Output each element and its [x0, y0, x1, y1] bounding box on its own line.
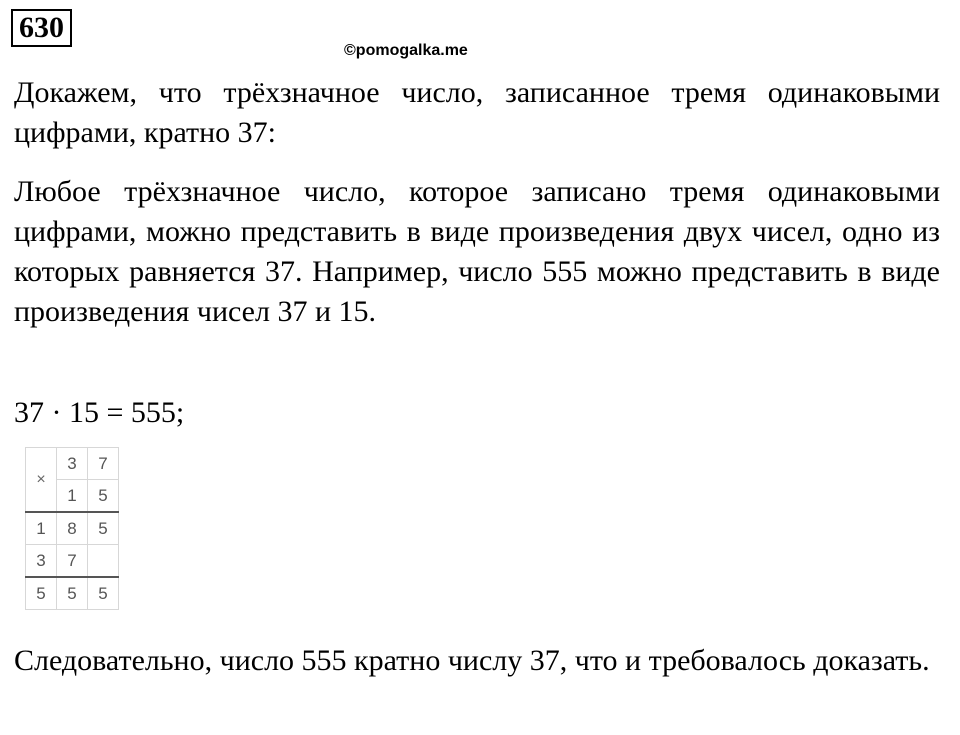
- mult-cell: 1: [26, 512, 57, 545]
- mult-cell: 5: [88, 577, 119, 610]
- mult-cell: 8: [57, 512, 88, 545]
- mult-cell: [88, 545, 119, 578]
- task-number: 630: [11, 9, 72, 47]
- mult-cell: 5: [26, 577, 57, 610]
- paragraph-conclusion: Следовательно, число 555 кратно числу 37, что и требовалось доказать.: [14, 644, 930, 677]
- mult-cell: 3: [26, 545, 57, 578]
- mult-cell: 5: [57, 577, 88, 610]
- mult-cell: 7: [88, 448, 119, 480]
- mult-row-factor1: [26, 448, 119, 480]
- mult-cell: 3: [57, 448, 88, 480]
- paragraph-statement: Докажем, что трёхзначное число, записанное тремя одинаковыми цифрами, кратно 37:: [14, 76, 940, 149]
- multiply-sign: ×: [26, 448, 57, 513]
- equation: 37 · 15 = 555;: [14, 396, 185, 429]
- mult-cell: 5: [88, 512, 119, 545]
- mult-cell: 5: [88, 480, 119, 513]
- mult-row-result: [26, 577, 119, 610]
- mult-row-partial1: [26, 512, 119, 545]
- mult-row-partial2: [26, 545, 119, 578]
- paragraph-explanation: Любое трёхзначное число, которое записано тремя одинаковыми цифрами, можно представить в виде произведения двух чисел, одно из которых равняется 37. Например, число 555 можно представить в виде произведения чисел 37 и 15.: [14, 175, 940, 328]
- watermark: ©pomogalka.me: [344, 42, 468, 59]
- mult-cell: 7: [57, 545, 88, 578]
- mult-cell: 1: [57, 480, 88, 513]
- multiplication-column: [25, 447, 119, 610]
